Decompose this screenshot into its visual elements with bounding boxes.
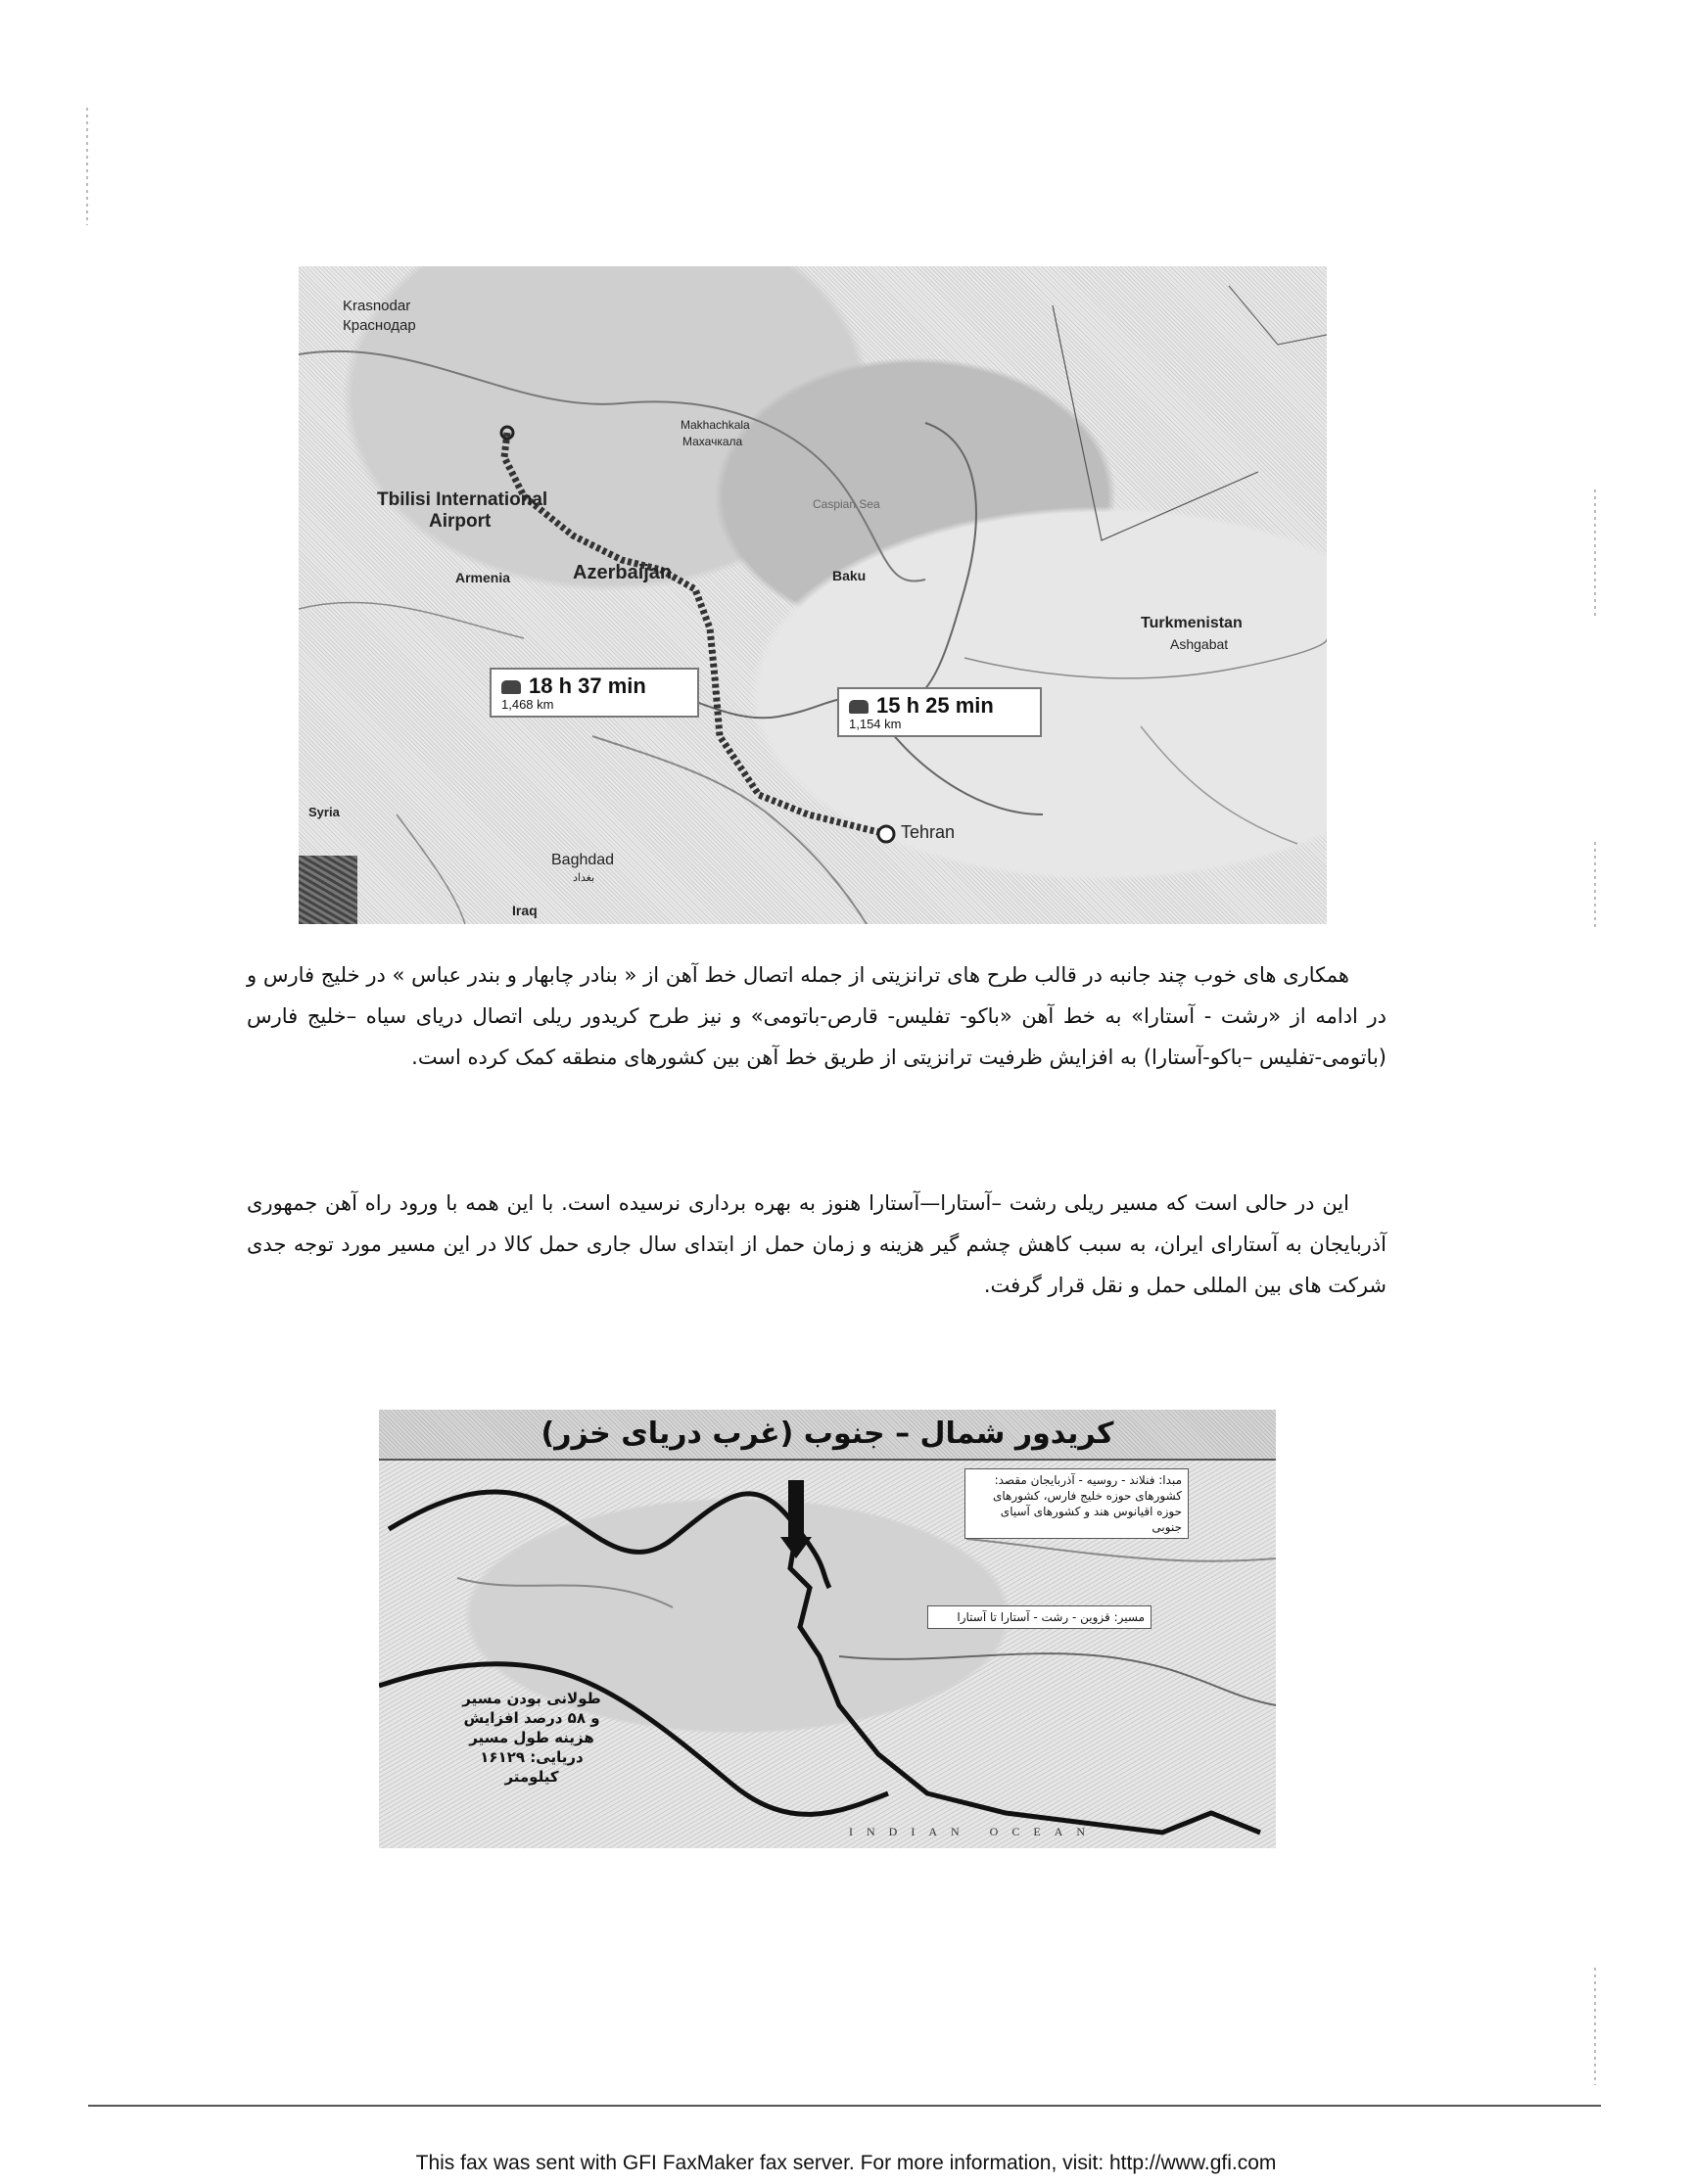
label-ashgabat: Ashgabat (1170, 636, 1229, 652)
map-thumbnail-image (299, 856, 357, 924)
paragraph-1: همکاری های خوب چند جانبه در قالب طرح های ترانزیتی از جمله اتصال خط آهن از « بنادر چابهار و بندر عباس » در خلیج فارس و در ادامه از «رشت - آستارا» به خط آهن «باکو- تفلیس- قارص-باتومی» و نیز طرح کریدور ریلی اتصال دریای سیاه –خلیج فارس (باتومی-تفلیس –باکو-آستارا) به افزایش ظرفیت ترانزیتی از طریق خط آهن بین کشورهای منطقه کمک کرده است. (247, 963, 1386, 1069)
callout-sea-route: طولانی بودن مسیر و ۵۸ درصد افزایش هزینه طول مسیر دریایی: ۱۶۱۲۹ کیلومتر (462, 1690, 601, 1786)
label-turkmenistan: Turkmenistan (1141, 615, 1243, 631)
label-baghdad: Baghdad (551, 852, 615, 868)
corridor-map-image (379, 1461, 1276, 1848)
corridor-map-title: کریدور شمال – جنوب (غرب دریای خزر) (379, 1410, 1276, 1461)
article-text-upper (247, 954, 1386, 1078)
route-left-time: 18 h 37 min (529, 674, 646, 698)
route-map-image (299, 266, 1327, 924)
paragraph-2: این در حالی است که مسیر ریلی رشت –آستارا—آستارا هنوز به بهره برداری نرسیده است. با این همه با ورود راه آهن جمهوری آذربایجان به آستارای ایران، به سبب کاهش چشم گیر هزینه و زمان حمل از ابتدای سال جاری حمل کالا در این مسیر مورد توجه جدی شرکت های بین المللی حمل و نقل قرار گرفت. (247, 1191, 1386, 1297)
label-baghdad-ar: بغداد (573, 872, 595, 884)
article-text-lower (247, 1183, 1386, 1306)
scan-streak (86, 108, 88, 225)
label-makhachkala: Makhachkala (681, 418, 750, 432)
label-indian-ocean: INDIAN OCEAN (849, 1825, 1099, 1838)
label-krasnodar-ru: Краснодар (343, 317, 416, 334)
label-tehran: Tehran (901, 822, 956, 842)
scan-streak (1594, 842, 1596, 930)
label-airport: Airport (429, 511, 492, 532)
callout-route: مسیر: قزوین - رشت - آستارا تا آستارا (927, 1605, 1152, 1629)
map-geography (299, 266, 1327, 924)
car-icon (501, 680, 521, 694)
route-right-time: 15 h 25 min (876, 693, 994, 718)
label-baku: Baku (832, 568, 867, 583)
label-iraq: Iraq (512, 903, 538, 918)
route-right-distance: 1,154 km (849, 717, 902, 731)
label-syria: Syria (308, 805, 340, 819)
footer-divider (88, 2105, 1601, 2107)
label-makhachkala-ru: Махачкала (682, 435, 743, 448)
route-box-right (837, 687, 1042, 737)
route-left-distance: 1,468 km (501, 697, 554, 712)
route-box-left (490, 668, 699, 718)
label-armenia: Armenia (455, 570, 511, 585)
label-krasnodar: Krasnodar (343, 298, 411, 314)
label-tbilisi: Tbilisi International (377, 489, 548, 510)
fax-footer: This fax was sent with GFI FaxMaker fax server. For more information, visit: http://www.gfi.com (415, 2152, 1277, 2174)
scan-streak (1594, 1968, 1596, 2085)
scan-streak (1594, 489, 1596, 617)
label-caspian-sea: Caspian Sea (813, 497, 880, 511)
label-azerbaijan: Azerbaijan (573, 562, 673, 583)
car-icon (849, 700, 869, 714)
callout-origin-destination: مبدا: فنلاند - روسیه - آذربایجان مقصد: کشورهای حوزه خلیج فارس، کشورهای حوزه اقیانوس هند و کشورهای آسیای جنوبی (964, 1468, 1189, 1539)
